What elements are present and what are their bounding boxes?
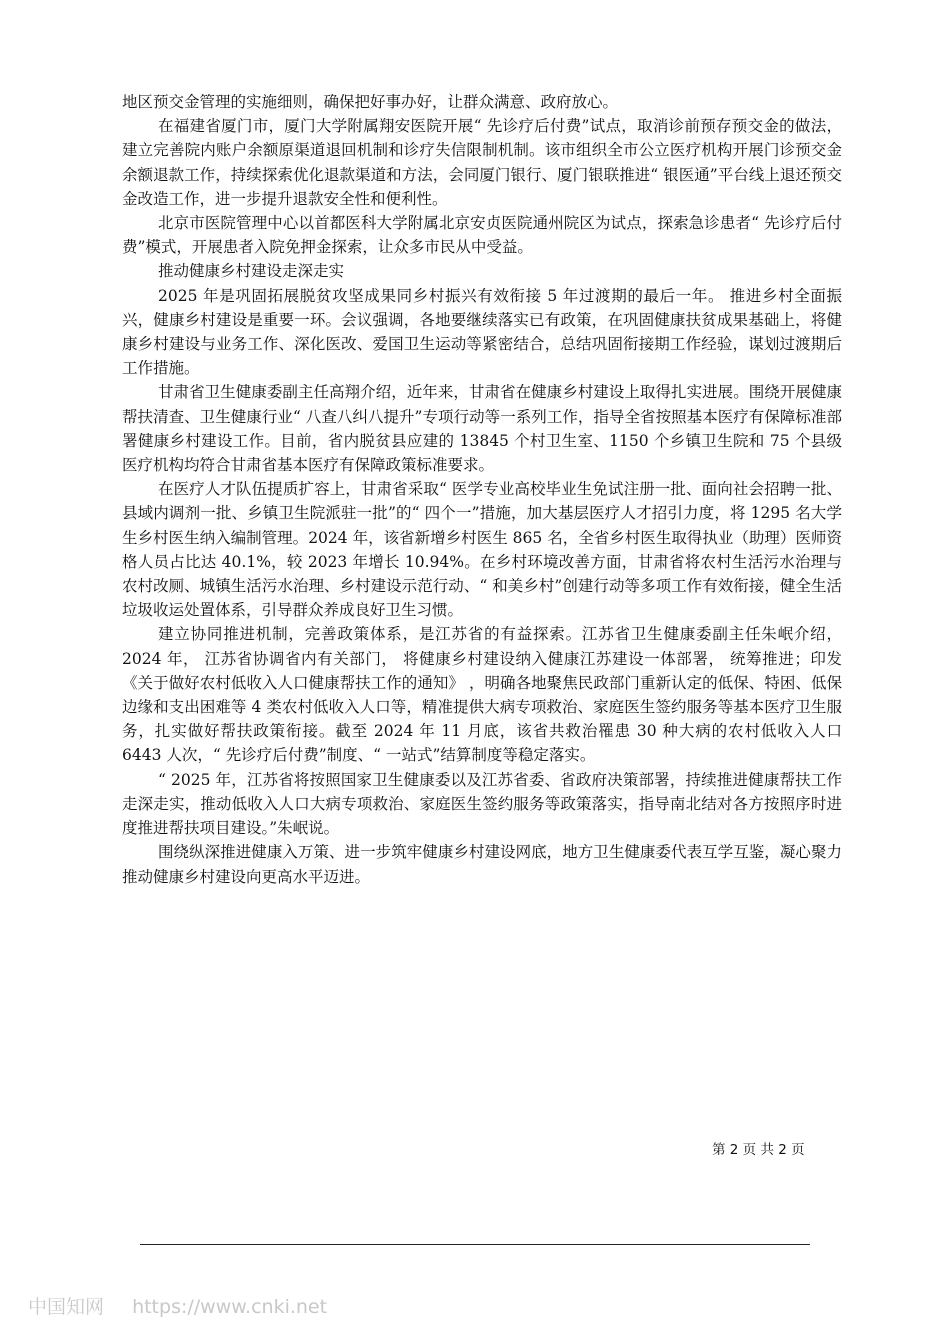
paragraph: 建立协同推进机制，完善政策体系，是江苏省的有益探索。江苏省卫生健康委副主任朱岷介绍， 2024 年， 江苏省协调省内有关部门， 将健康乡村建设纳入健康江苏建设一体部署， 统筹推进；印发《关于做好农村低收入人口健康帮扶工作的通知》 ，明确各地聚焦民政部门重新认定的低保、特困、低保边缘和支出困难等 4 类农村低收入人口等，精准提供大病专项救治、家庭医生签约服务等基本医疗卫生服务，扎实做好帮扶政策衔接。截至 2024 年 11 月底，该省共救治罹患 30 种大病的农村低收入人口 6443 人次，“ 先诊疗后付费”制度、“ 一站式”结算制度等稳定落实。 [122,625,842,765]
paragraph: 2025 年是巩固拓展脱贫攻坚成果同乡村振兴有效衔接 5 年过渡期的最后一年。 推进乡村全面振兴，健康乡村建设是重要一环。会议强调，各地要继续落实已有政策，在巩固健康扶贫成果基础上，将健康乡村建设与业务工作、深化医改、爱国卫生运动等紧密结合，总结巩固衔接期工作经验，谋划过渡期后工作措施。 [122,286,842,378]
paragraph: 甘肃省卫生健康委副主任高翔介绍，近年来，甘肃省在健康乡村建设上取得扎实进展。围绕开展健康帮扶清查、卫生健康行业“ 八查八纠八提升”专项行动等一系列工作，指导全省按照基本医疗有保障标准部署健康乡村建设工作。目前，省内脱贫县应建的 13845 个村卫生室、1150 个乡镇卫生院和 75 个县级医疗机构均符合甘肃省基本医疗有保障政策标准要求。 [122,383,842,475]
watermark-brand: 中国知网 [28,1296,105,1318]
paragraph: 围绕纵深推进健康入万策、进一步筑牢健康乡村建设网底，地方卫生健康委代表互学互鉴，凝心聚力推动健康乡村建设向更高水平迈进。 [122,843,842,886]
paragraph: “ 2025 年，江苏省将按照国家卫生健康委以及江苏省委、省政府决策部署，持续推进健康帮扶工作走深走实，推动低收入人口大病专项救治、家庭医生签约服务等政策落实，指导南北结对各方按照序时进度推进帮扶项目建设。”朱岷说。 [122,770,842,838]
section-heading: 推动健康乡村建设走深走实 [158,262,345,281]
paragraph: 在医疗人才队伍提质扩容上，甘肃省采取“ 医学专业高校毕业生免试注册一批、面向社会招聘一批、县域内调剂一批、乡镇卫生院派驻一批”的“ 四个一”措施，加大基层医疗人才招引力度，将 1295 名大学生乡村医生纳入编制管理。2024 年，该省新增乡村医生 865 名，全省乡村医生取得执业（助理）医师资格人员占比达 40.1%，较 2023 年增长 10.94%。在乡村环境改善方面，甘肃省将农村生活污水治理与农村改厕、城镇生活污水治理、乡村建设示范行动、“ 和美乡村”创建行动等多项工作有效衔接，健全生活垃圾收运处置体系，引导群众养成良好卫生习惯。 [122,480,842,620]
page-number: 第 2 页 共 2 页 [712,1142,805,1158]
paragraph: 在福建省厦门市，厦门大学附属翔安医院开展“ 先诊疗后付费”试点，取消诊前预存预交金的做法，建立完善院内账户余额原渠道退回机制和诊疗失信限制机制。该市组织全市公立医疗机构开展门诊预交金余额退款工作，持续探索优化退款渠道和方法，会同厦门银行、厦门银联推进“ 银医通”平台线上退还预交金改造工作，进一步提升退款安全性和便利性。 [122,117,842,208]
paragraph: 北京市医院管理中心以首都医科大学附属北京安贞医院通州院区为试点，探索急诊患者“ 先诊疗后付费”模式，开展患者入院免押金探索，让众多市民从中受益。 [122,214,842,257]
watermark-url: https://www.cnki.net [132,1296,328,1318]
cnki-watermark [28,1292,327,1319]
document-body [122,90,842,889]
paragraph: 地区预交金管理的实施细则，确保把好事办好，让群众满意、政府放心。 [122,93,619,111]
footer-divider [140,1244,810,1245]
